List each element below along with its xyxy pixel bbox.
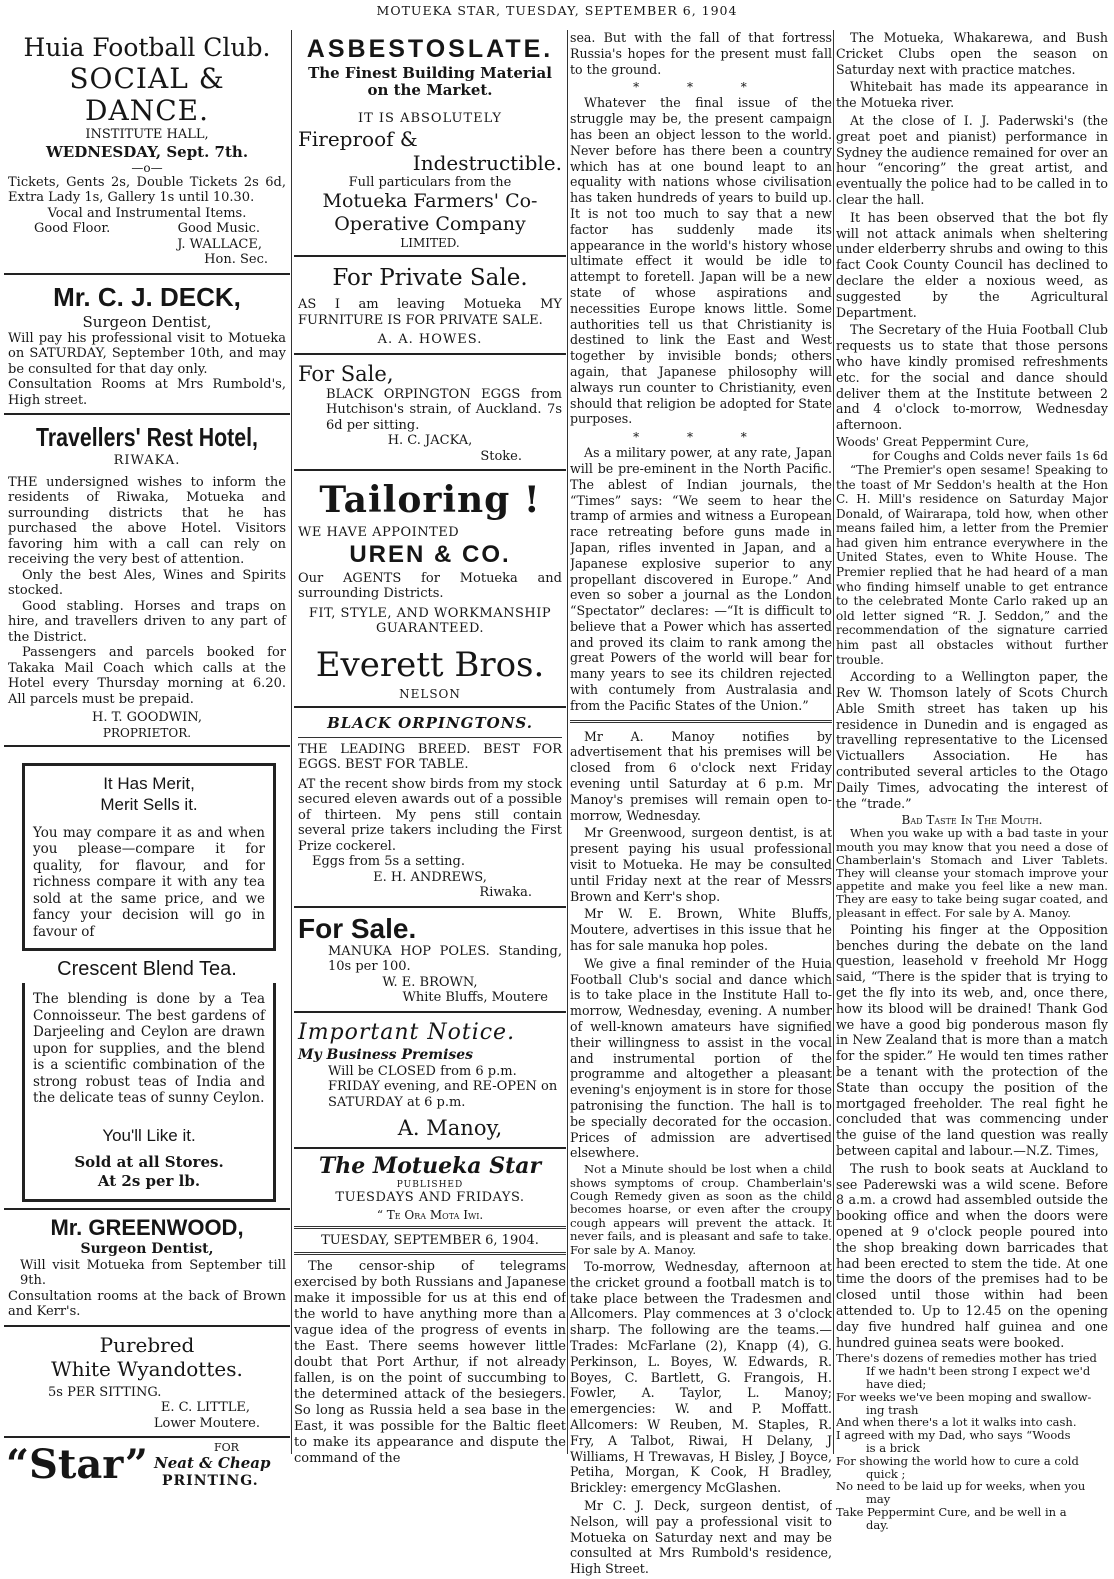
editorial-p1: The censor-ship of telegrams exercised by both Russians and Japanese make it impossible for us at this end of the world to have anything more than a vague idea of the progress of events in the East. There seems however little doubt that Port Arthur, if not already fallen, is on the point of succumbing to the determined attack of the besiegers. So long as Russia held a sea base in the East, it was possible for the Baltic fleet to make its appearance and dispute the command of the [294, 1259, 566, 1466]
news-auckland: The rush to book seats at Auckland to see Paderewski was a wild scene. Before 8 a.m. a crowd had assembled outside the booking office and when the doors were opened at 9 o'clock people poured into the shop breaking down barricades that had been erected to stem the tide. At one time the doors of the premises had to be closed until those within had been attended to. Up to 12.45 on the opening day five hundred half guinea and one hundred guinea seats were booked. [836, 1160, 1108, 1350]
jacka-title: For Sale, [298, 361, 394, 386]
travellers-signer: H. T. GOODWIN, [92, 710, 202, 725]
crescent-h2: Merit Sells it. [100, 794, 198, 814]
private-signer: A. A. HOWES. [377, 332, 483, 347]
greenwood-rooms: Consultation rooms at the back of Brown and Kerr's. [8, 1288, 286, 1319]
column-4 [836, 30, 1108, 1532]
andrews-place: Riwaka. [479, 885, 532, 900]
asbesto-absol: IT IS ABSOLUTELY [357, 111, 503, 126]
paper-date: TUESDAY, SEPTEMBER 6, 1904. [321, 1232, 539, 1248]
column-3 [570, 30, 832, 1579]
wyandottes-price: 5s PER SITTING. [48, 1384, 162, 1400]
tailoring-nelson: NELSON [399, 686, 461, 701]
star-for: FOR [214, 1441, 239, 1454]
notice-sub: My Business Premises [298, 1046, 474, 1063]
masthead: MOTUEKA STAR, TUESDAY, SEPTEMBER 6, 1904 [376, 3, 738, 18]
news-thomson: According to a Wellington paper, the Rev W. Thomson lately of Scots Church Able Smith street has taken up his residence in Dunedin and is engaged as travelling representative to the Licensed Victuallers Association. He has contributed several articles to the Otago Daily Times, advocating the interest of the “trade.” [836, 669, 1108, 811]
poem-line: have died; [866, 1376, 927, 1391]
crescent-tea-ad-lower [22, 983, 276, 1202]
manoy-notice-ad [294, 1016, 566, 1150]
editorial-cont-p3: As a military power, at any rate, Japan will be pre-eminent in the North Pacific. The ablest of Indian journals, the “Times” says: “We seem to hear the tramp of armies and witness a European race retreating before guns made in Japan, rifles invented in Japan, and a Japanese explosive superior to any propellant discovered in Europe.” And even so sober a journal as the London “Spectator” declares: —“It is difficult to believe that a Power which has asserted and proved its claim to rank among the great Powers of the world will bear for many years to see its children rejected with contumely from Australasia and from the Pacific States of the Union.” [570, 445, 832, 713]
tailoring-everett: Everett Bros. [315, 644, 545, 685]
news-football: To-morrow, Wednesday, afternoon at the cricket ground a football match is to take place between the Tradesmen and Allcomers. Play commences at 3 o'clock sharp. The following are the teams.—Trades: McFarlane (2), Knapp (4), G. Perkinson, L. Boyes, W. Edwards, R. Boyes, C. Bartlett, G. Frangois, H. Fowler, A. Taylor, L. Manoy; emergencies: W. and P. Moffatt. Allcomers: W Reuben, M. Staples, R. Fry, A Talbot, Riwai, H Delany, J Williams, H Trewavas, H Bisley, J Boyce, Petiha, Morgan, K Cook, H Bradley, Brickley: emergency McGlashen. [570, 1259, 832, 1496]
greenwood-ad [4, 1208, 290, 1327]
column-rule [291, 30, 292, 1454]
section-stars: * * * [633, 430, 769, 445]
brown-ad [294, 911, 566, 1013]
peppermint-ad-2: for Coughs and Colds never fails 1s 6d [872, 448, 1108, 463]
paper-title: The Motueka Star [318, 1153, 542, 1179]
crescent-like: You'll Like it. [102, 1125, 196, 1145]
greenwood-body: Will visit Motueka from September till 9th. [20, 1257, 286, 1288]
travellers-rest-ad [4, 418, 290, 747]
column-rule [567, 30, 568, 1454]
editorial-cont-p1: sea. But with the fall of that fortress Russia's hopes for the present must fall to the ground. [570, 30, 832, 77]
huia-subtitle: SOCIAL & DANCE. [69, 62, 225, 127]
poem-line: If we hadn't been strong I expect we'd [866, 1364, 1091, 1379]
poem-line: For showing the world how to cure a cold [836, 1453, 1079, 1468]
asbesto-co1: Motueka Farmers' Co- [322, 190, 538, 212]
tailoring-uren: UREN & CO. [349, 540, 511, 568]
editorial-cont-p2: Whatever the final issue of the struggle may be, the present campaign has been an object lesson to the world. Never before has there been a country which has at one bound leapt to an equality with nations whose civilisation has taken hundreds of years to build up. It is not too much to say that a new factor has suddenly made its appearance in the world's history whose ultimate effect it would be idle to attempt to foretell. Japan will be a new state of whose aspirations and necessities Europe knows little. Some authorities tell us that Christianity is destined to link the East and West together by invisible bonds; others again, that Japanese philosophy will always run counter to Christianity, even should that religion be adopted for State purposes. [570, 95, 832, 427]
brown-body: MANUKA HOP POLES. Standing, 10s per 100. [328, 943, 562, 974]
asbesto-sub: The Finest Building Material on the Market. [308, 64, 552, 99]
star-neat: Neat & Cheap [154, 1454, 271, 1472]
travellers-signer-role: PROPRIETOR. [102, 725, 192, 740]
brown-place: White Bluffs, Moutere [402, 990, 548, 1005]
news-whitebait: Whitebait has made its appearance in the Motueka river. [836, 79, 1108, 111]
deck-ad [4, 278, 290, 416]
huia-signer-role: Hon. Sec. [204, 252, 268, 267]
notice-signer: A. Manoy, [397, 1116, 503, 1140]
wyandottes-ad [4, 1330, 290, 1439]
news-hogg: Pointing his finger at the Opposition benches during the debate on the land question, leasehold v freehold Mr Hogg said, “There is the spider that is trying to get the fly into its web, and, once there, how its blood will be drained! Thank God we have a good big ponderous mason fly in New Zealand that is more than a match for the spider.” He would ten times rather be a tenant with the protection of the State than occupy the position of the mortgaged freeholder. The real fight he concluded that was commencing under the guise of the land question was really between capital and labour.—N.Z. Times, [836, 921, 1108, 1158]
asbesto-co2: Operative Company [334, 213, 526, 235]
jacka-body: BLACK ORPINGTON EGGS from Hutchison's strain, of Auckland. 7s 6d per sitting. [326, 386, 562, 433]
poem-line: may [866, 1492, 891, 1507]
asbesto-ltd: LIMITED. [400, 236, 460, 250]
andrews-signer: E. H. ANDREWS, [373, 869, 487, 885]
poem-line: And when there's a lot it walks into cash. [836, 1415, 1077, 1430]
bad-taste-heading: Bad Taste In The Mouth. [901, 813, 1043, 828]
andrews-eggs: Eggs from 5s a setting. [312, 854, 466, 869]
news-manoy: Mr A. Manoy notifies by advertisement that his premises will be closed from 6 o'clock next Friday evening until Saturday at 6 p.m. Mr Manoy's premises will remain open to-morrow, Wednesday. [570, 728, 832, 823]
poem-line: There's dozens of remedies mother has tried [836, 1351, 1097, 1366]
star-big: “Star” [6, 1441, 148, 1488]
paper-published: PUBLISHED [396, 1180, 464, 1190]
crescent-sold2: At 2s per lb. [97, 1171, 201, 1190]
news-premier: “The Premier's open sesame! Speaking to the toast of Mr Seddon's health at the Hon C. H. Mill's residence on Saturday Major Donald, of Wairarapa, told how, when other means failed him, a letter from the Premier had given him entrance everywhere in the United States, even to White House. The Premier replied that he had heard of a man who finding himself unable to get entrance to the celebrated Monte Carlo raked up an old letter signed “R. J. Seddon,” and the recommendation of the signature carried him past all obstacles without further trouble. [836, 462, 1108, 667]
travellers-title: Travellers' Rest Hotel, [36, 422, 258, 452]
deck-title: Mr. C. J. DECK, [53, 281, 241, 312]
private-body: AS I am leaving Motueka MY FURNITURE IS FOR PRIVATE SALE. [298, 297, 562, 328]
crescent-h1: It Has Merit, [103, 773, 195, 793]
wyandottes-place: Lower Moutere. [153, 1415, 260, 1431]
column-1 [4, 30, 290, 1495]
news-huia: We give a final reminder of the Huia Football Club's social and dance which is to take place in the Institute Hall to-morrow, Wednesday, evening. A number of well-known amateurs have signified their willingness to assist in the vocal and instrumental portion of the programme and altogether a pleasant evening's enjoyment is in store for those patronising the function. The hall is to be specially decorated for the occasion. Prices of admission are advertised elsewhere. [570, 955, 832, 1161]
tailoring-ad [294, 474, 566, 708]
crescent-brand: Crescent Blend Tea. [57, 958, 237, 980]
greenwood-title: Mr. GREENWOOD, [50, 1214, 244, 1240]
huia-divider: —o— [131, 160, 163, 175]
huia-floor: Good Floor. [34, 221, 111, 236]
column-2 [294, 30, 566, 1469]
news-greenwood: Mr Greenwood, surgeon dentist, is at present paying his usual professional visit to Motueka. He may be consulted until Friday next at the rear of Messrs Brown and Kerr's shop. [570, 825, 832, 904]
poem-line: No need to be laid up for weeks, when you [836, 1479, 1086, 1494]
star-printing: PRINTING. [162, 1473, 259, 1489]
travellers-p3: Good stabling. Horses and traps on hire, and travellers driven to any part of the District. [8, 598, 286, 645]
poem-line: I agreed with my Dad, who says “Woods [836, 1428, 1071, 1443]
deck-body: Will pay his professional visit to Motueka on SATURDAY, September 10th, and may be consulted for that day only. [8, 330, 286, 377]
paper-days: TUESDAYS AND FRIDAYS. [335, 1190, 525, 1205]
deck-rooms: Consultation Rooms at Mrs Rumbold's, High street. [8, 377, 286, 408]
tailoring-fit: FIT, STYLE, AND WORKMANSHIP GUARANTEED. [308, 605, 552, 636]
poem-line: quick ; [866, 1466, 906, 1481]
asbesto-indes: Indestructible. [412, 150, 562, 175]
news-bad-taste: When you wake up with a bad taste in your mouth you may know that you need a dose of Chamberlain's Stomach and Liver Tablets. They will cleanse your stomach improve your appetite and make you feel like a new man. They are easy to take being sugar coated, and pleasant in effect. For sale by A. Manoy. [836, 826, 1108, 920]
asbesto-title: ASBESTOSLATE. [306, 35, 554, 63]
andrews-ad [294, 711, 566, 908]
column-rule [833, 30, 834, 1454]
news-brown: Mr W. E. Brown, White Bluffs, Moutere, advertises in this issue that he has for sale manuka hop poles. [570, 906, 832, 954]
notice-body: Will be CLOSED from 6 p.m. FRIDAY evening, and RE-OPEN on SATURDAY at 6 p.m. [328, 1063, 558, 1110]
asbestoslate-ad [294, 30, 566, 257]
asbesto-fire: Fireproof & [298, 126, 418, 151]
news-deck: Mr C. J. Deck, surgeon dentist, of Nelson, will pay a professional visit to Motueka on Saturday next and may be consulted at Mrs Rumbold's residence, High Street. [570, 1497, 832, 1577]
huia-football-ad [4, 30, 290, 275]
poem-line: is a brick [866, 1440, 920, 1455]
huia-items: Vocal and Instrumental Items. [47, 205, 247, 221]
tailoring-appointed: WE HAVE APPOINTED [298, 525, 460, 540]
crescent-p2: The blending is done by a Tea Connoisseur. The best gardens of Darjeeling and Ceylon are drawn upon for supplies, and the blend is a scientific combination of the strong robust teas of India and the delicate teas of sunny Ceylon. [33, 991, 265, 1106]
poem-line: Take Peppermint Cure, and be well in a [836, 1504, 1067, 1519]
notice-title: Important Notice. [298, 1019, 516, 1045]
wyandottes-signer: E. C. LITTLE, [160, 1400, 250, 1415]
huia-signer: J. WALLACE, [177, 236, 262, 252]
huia-tickets: Tickets, Gents 2s, Double Tickets 2s 6d, Extra Lady 1s, Gallery 1s until 10.30. [8, 174, 286, 205]
tailoring-agents: Our AGENTS for Motueka and surrounding Districts. [298, 570, 562, 601]
jacka-signer: H. C. JACKA, [387, 433, 473, 448]
news-cricket: The Motueka, Whakarewa, and Bush Cricket Clubs open the season on Saturday next with practice matches. [836, 30, 1108, 77]
poem-line: ing trash [866, 1402, 919, 1417]
star-printing-ad [4, 1441, 290, 1495]
crescent-p1: You may compare it as and when you please—compare it for quality, for flavour, and for richness compare it with any tea sold at the same price, and we fancy your decision will go in favour of [33, 824, 265, 940]
paper-motto: “ Te Ora Mota Iwi. [376, 1207, 484, 1222]
asbesto-full: Full particulars from the [348, 174, 512, 190]
crescent-tea-ad [22, 763, 276, 952]
wyandottes-title2: White Wyandottes. [51, 1356, 243, 1381]
andrews-title: BLACK ORPINGTONS. [327, 713, 533, 732]
jacka-ad [294, 358, 566, 472]
huia-title: Huia Football Club. [23, 33, 271, 62]
peppermint-ad-1: Woods' Great Peppermint Cure, [836, 434, 1030, 449]
travellers-p1: THE undersigned wishes to inform the residents of Riwaka, Motueka and surrounding districts that he has purchased the above Hotel. Visitors favoring him with a call can rely on receiving the very best of attention. [8, 474, 286, 567]
wyandottes-title: Purebred [99, 1332, 195, 1357]
andrews-lead: THE LEADING BREED. BEST FOR EGGS. BEST FOR TABLE. [298, 741, 562, 772]
news-botfly: It has been observed that the bot fly will not attack animals when sheltering under elderberry shrubs and owing to this fact Cook County Council has declined to declare the elder a noxious weed, as suggested by the Agricultural Department. [836, 209, 1108, 320]
private-title: For Private Sale. [332, 265, 528, 291]
tailoring-title: Tailoring ! [319, 479, 541, 521]
travellers-p4: Passengers and parcels booked for Takaka Mail Coach which calls at the Hotel every Thursday morning at 6.20. All parcels must be prepaid. [8, 645, 286, 707]
brown-signer: W. E. BROWN, [382, 974, 478, 990]
poem-line: For weeks we've been moping and swallow- [836, 1389, 1092, 1404]
greenwood-role: Surgeon Dentist, [80, 1240, 214, 1257]
huia-venue: INSTITUTE HALL, [85, 127, 209, 142]
news-croup: Not a Minute should be lost when a child shows symptoms of croup. Chamberlain's Cough Remedy given as soon as the child becomes hoarse, or even after the croupy cough appears will prevent the attack. It never fails, and is pleasant and safe to take. For sale by A. Manoy. [570, 1162, 832, 1257]
poem-line: day. [866, 1517, 889, 1532]
jacka-place: Stoke. [480, 448, 522, 464]
huia-music: Good Music. [177, 221, 260, 236]
editorial [294, 1152, 566, 1467]
brown-title: For Sale. [298, 912, 417, 944]
deck-role: Surgeon Dentist, [82, 312, 212, 331]
private-sale-ad [294, 260, 566, 355]
andrews-body: AT the recent show birds from my stock secured eleven awards out of a possible of thirteen. My pens still contain several prize takers including the First Prize cockerel. [298, 776, 562, 854]
crescent-sold1: Sold at all Stores. [74, 1152, 224, 1171]
section-stars: * * * [633, 80, 769, 95]
news-paderewski: At the close of I. J. Paderwski's (the great poet and pianist) performance in Sydney the audience remained for over an hour “encoring” the great artist, and eventually the police had to be called in to clear the hall. [836, 112, 1108, 207]
huia-date: WEDNESDAY, Sept. 7th. [45, 142, 249, 161]
travellers-p2: Only the best Ales, Wines and Spirits stocked. [8, 567, 286, 598]
travellers-place: RIWAKA. [113, 453, 181, 468]
peppermint-poem [836, 1352, 1108, 1531]
news-huia-secretary: The Secretary of the Huia Football Club requests us to state that those persons who have kindly promised refreshments etc. for the social and dance should deliver them at the Institute between 2 and 4 o'clock to-morrow, Wednesday afternoon. [836, 322, 1108, 433]
